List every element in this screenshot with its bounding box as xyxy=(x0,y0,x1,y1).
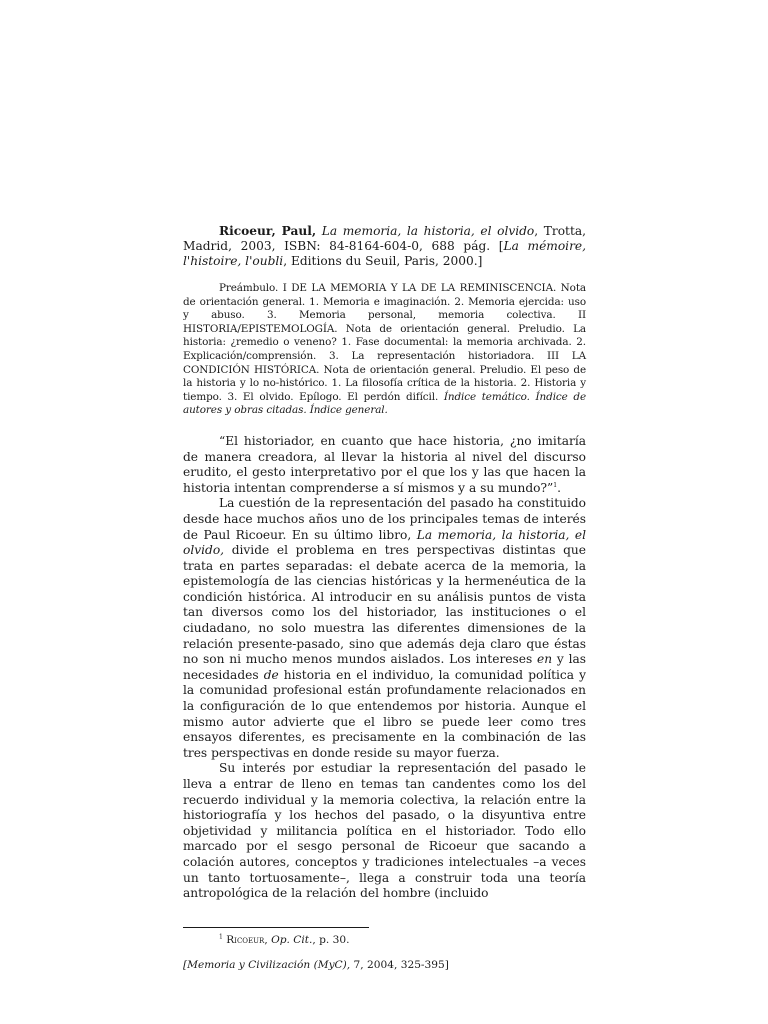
body-paragraph-2 xyxy=(183,496,586,761)
author-name: Ricoeur, Paul, xyxy=(219,224,317,238)
review-page xyxy=(183,224,586,972)
journal-name: [Memoria y Civilización (MyC), xyxy=(183,958,351,971)
quote-end: . xyxy=(557,480,561,495)
p2-book-title: La memoria, la historia, el olvido, xyxy=(183,527,586,558)
p2-part3: y las necesidades xyxy=(183,652,587,682)
quote-text: “El historiador, en cuanto que hace historia, ¿no imitaría de manera creadora, al llevar la historia al nivel del discurso erudito, el gesto interpretativo por el que los y las que hacen la historia intentan comprenderse a sí mismos y a su mundo?” xyxy=(183,433,586,495)
journal-source xyxy=(183,958,586,972)
footnote-reference: 1 xyxy=(553,481,558,489)
book-title: La memoria, la historia, el olvido xyxy=(321,224,535,238)
footnote-separator xyxy=(183,927,369,928)
p2-part2: divide el problema en tres perspectivas distintas que trata en partes separadas: el debate acerca de la memoria, la epistemología de las ciencias históricas y la hermenéutica de la condición histórica. Al introducir en su análisis puntos de vista tan diversos como los del historiador, las instituciones o el ciudadano, no solo muestra las diferentes dimensiones de la relación presente-pasado, sino que además deja claro que éstas no son ni mucho menos mundos aislados. Los intereses xyxy=(183,543,586,667)
p2-part1: La cuestión de la representación del pasado ha constituido desde hace muchos años uno de los principales temas de interés de Paul Ricoeur. En su último libro, xyxy=(183,496,586,542)
footnote-author: Ricoeur, xyxy=(226,933,268,946)
contents-indices: Índice temático. Índice de autores y obras citadas. Índice general. xyxy=(183,390,586,417)
footnote xyxy=(183,933,586,947)
footnote-ref: Op. Cit. xyxy=(271,933,313,946)
footnote-marker: 1 xyxy=(219,933,223,941)
contents-text: Preámbulo. I DE LA MEMORIA Y LA DE LA REMINISCENCIA. Nota de orientación general. 1. Memoria e imaginación. 2. Memoria ejercida: uso y abuso. 3. Memoria personal, memoria colectiva. II HISTORIA/EPISTEMOLOGÍA. Nota de orientación general. Preludio. La historia: ¿remedio o veneno? 1. Fase documental: la memoria archivada. 2. Explicación/comprensión. 3. La representación historiadora. III LA CONDICIÓN HISTÓRICA. Nota de orientación general. Preludio. El peso de la historia y lo no-histórico. 1. La filosofía crítica de la historia. 2. Historia y tiempo. 3. El olvido. Epílogo. El perdón difícil. xyxy=(183,282,586,403)
publisher-details: , Trotta, Madrid, 2003, ISBN: 84-8164-604-0, 688 pág. [ xyxy=(183,224,586,253)
opening-quote xyxy=(183,434,586,496)
original-publisher: , Editions du Seuil, Paris, 2000.] xyxy=(283,254,483,268)
p2-emphasis-en: en xyxy=(537,652,553,667)
bibliographic-citation xyxy=(183,224,586,269)
footnote-page: , p. 30. xyxy=(312,933,350,946)
original-title: La mémoire, l'histoire, l'oubli xyxy=(183,239,586,268)
p2-part4: historia en el individuo, la comunidad política y la comunidad profesional están profundamente relacionados en la configuración de lo que entendemos por historia. Aunque el mismo autor advierte que el libro se puede leer como tres ensayos diferentes, es precisamente en la combinación de las tres perspectivas en donde reside su mayor fuerza. xyxy=(183,667,586,760)
p2-emphasis-de: de xyxy=(263,667,279,682)
table-of-contents xyxy=(183,282,586,418)
journal-details: 7, 2004, 325-395] xyxy=(350,958,449,971)
body-paragraph-3: Su interés por estudiar la representación del pasado le lleva a entrar de lleno en temas tan candentes como los del recuerdo individual y la memoria colectiva, la relación entre la historiografía y los hechos del pasado, o la disyuntiva entre objetividad y militancia política en el historiador. Todo ello marcado por el sesgo personal de Ricoeur que sacando a colación autores, conceptos y tradiciones intelectuales –a veces un tanto tortuosamente–, llega a construir toda una teoría antropológica de la relación del hombre (incluido xyxy=(183,761,586,901)
